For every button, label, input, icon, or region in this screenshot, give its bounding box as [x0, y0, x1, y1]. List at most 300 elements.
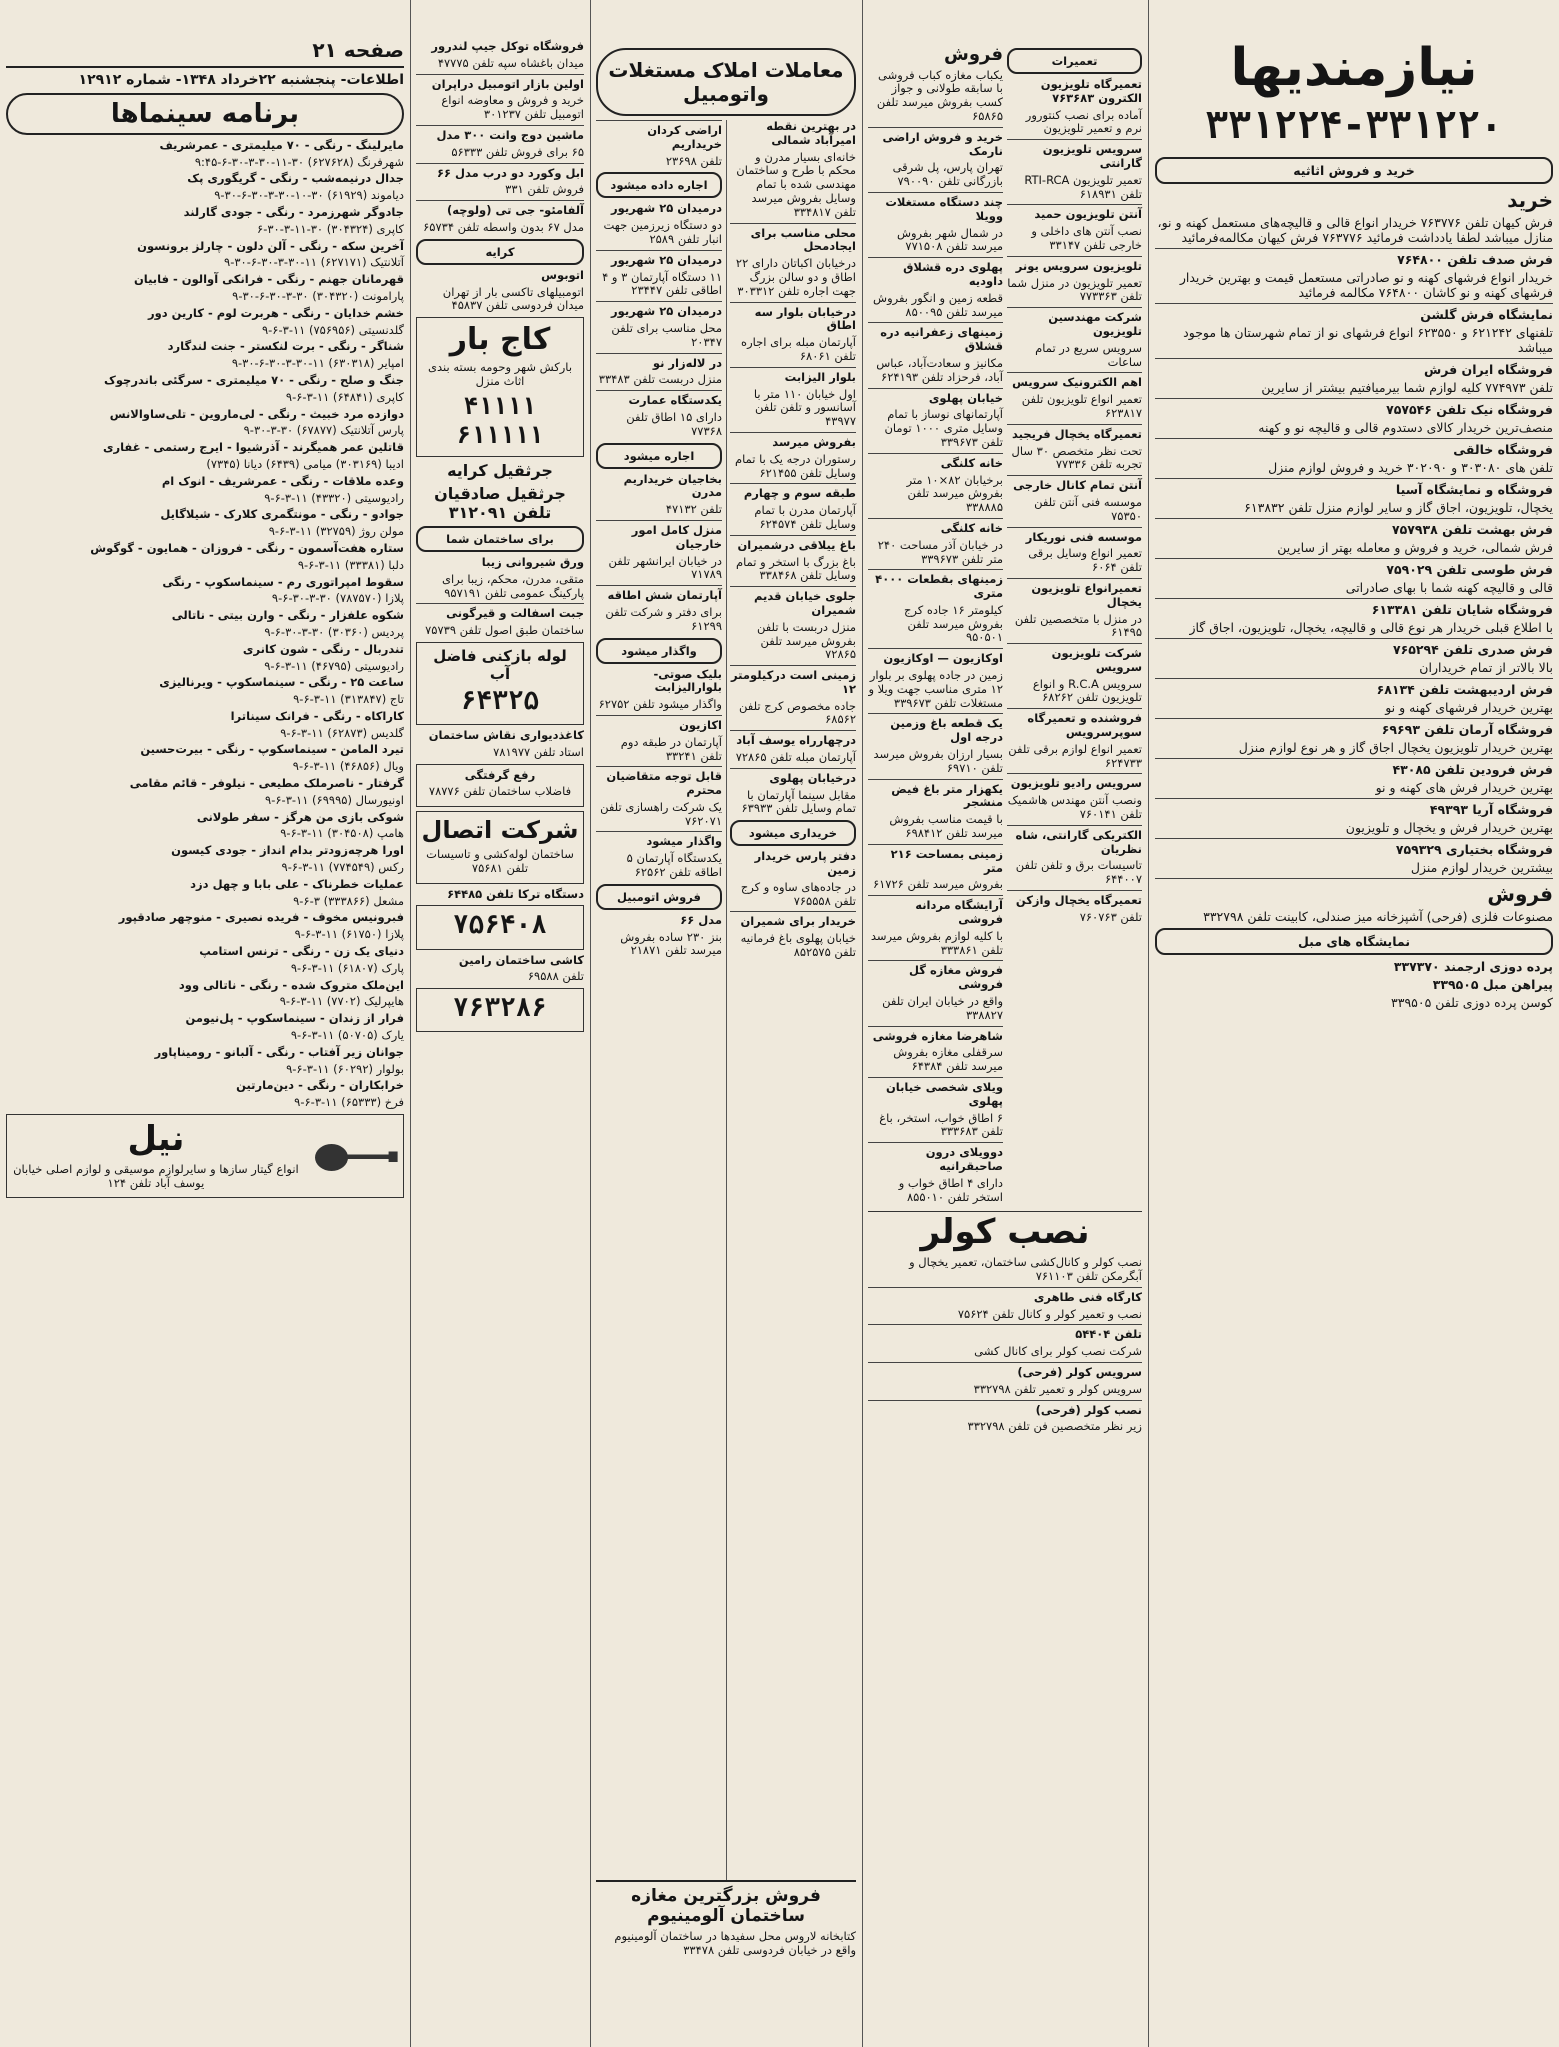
ad-body: مدل ۶۷ بدون واسطه تلفن ۶۵۷۳۴ — [423, 219, 584, 234]
movie-title: دنیای یک زن - رنگی - ترنس استامپ — [199, 944, 404, 959]
ad-body: جرثقیل صادقیان تلفن ۳۱۲۰۹۱ — [434, 483, 566, 522]
movie-cinemas: پلازا (۷۸۷۵۷۰) ۳۰-۳-۳۰-۶-۹ — [271, 591, 404, 606]
kaj-bar-title: کاج بار — [449, 322, 551, 358]
ad-body: بهترین خریدار فرش و یخچال و تلویزیون — [1345, 820, 1553, 836]
movie-cinemas: ویال (۴۶۸۵۶) ۱۱-۳-۶-۹ — [292, 759, 404, 774]
movie-cinemas: پارس آتلانتیک (۶۷۸۷۷) ۳۰-۳-۳۰-۹ — [243, 423, 404, 438]
ad-body: آپارتمان مبله برای اجاره تلفن ۶۸۰۶۱ — [741, 335, 856, 363]
aluminium-ad — [596, 1880, 856, 1957]
guitar-icon — [309, 1126, 399, 1186]
movie-title: شکوه علفزار - رنگی - وارن بیتی - ناتالی — [171, 608, 404, 623]
ad-head: جلوی خیابان قدیم شمیران — [753, 589, 856, 617]
ad-head: دستگاه ترکا تلفن ۶۴۴۸۵ — [447, 886, 584, 901]
ad-body: تلفن های ۳۰۳۰۸۰ و ۳۰۲۰۹۰ خرید و فروش لوازم منزل — [1268, 460, 1553, 476]
movie-cinemas: هایپرلیک (۷۷۰۲) ۱۱-۳-۶-۹ — [279, 994, 404, 1009]
aluminium-body: کتابخانه لاروس محل سفیدها در ساختمان آلومینیوم واقع در خیابان فردوسی تلفن ۳۳۴۷۸ — [614, 1928, 856, 1957]
movie-title: جدال درنیمه‌شب - رنگی - گریگوری پک — [187, 171, 404, 186]
ad-body: سرقفلی مغازه بفروش میرسد تلفن ۶۴۳۸۴ — [893, 1045, 1003, 1074]
ad-head: اولین بازار اتومبیل دراپران — [431, 76, 584, 91]
movie-title: جوانان زیر آفتاب - رنگی - آلبانو - رومیناپاور — [154, 1044, 404, 1059]
ad-body: آماده برای نصب کنتورور نرم و تعمیر تلویزیون — [1025, 107, 1142, 136]
ad-body: رستوران درجه یک با تمام وسایل تلفن ۶۲۱۴۵۵ — [734, 451, 856, 480]
ad-body: دارای ۱۵ اطاق تلفن ۷۷۳۶۸ — [626, 409, 722, 438]
movie-cinemas: یارک (۵۰۷۰۵) ۱۱-۳-۶-۹ — [290, 1028, 404, 1043]
ad-body: دو دستگاه زیرزمین جهت انبار تلفن ۲۵۸۹ — [603, 218, 722, 246]
movie-cinemas: کاپری (۳۰۴۳۲۴) ۳۰-۱۱-۳-۳۰-۶ — [257, 221, 404, 236]
ad-body: یک شرکت راهسازی تلفن ۷۶۲۰۷۱ — [600, 799, 722, 828]
ad-body: نصب کولر و کانال‌کشی ساختمان، تعمیر یخچال و آبگرمکن تلفن ۷۶۱۱۰۳ — [909, 1255, 1142, 1283]
movie-title: خشم خدایان - رنگی - هربرت لوم - کارین دور — [147, 305, 404, 320]
ad-body: خانه‌ای بسیار مدرن و محکم با طرح و ساختمان مهندسی شده با تمام وسایل بفروش میرسد تلفن ۳۳۴۸۱۷ — [736, 149, 856, 219]
ad-body: یکدستگاه آپارتمان ۵ اطاقه تلفن ۶۲۵۶۲ — [626, 851, 722, 880]
movie-title: جوادو - رنگی - مونتگمری کلارک - شیلاگایل — [160, 507, 404, 522]
ad-head: درخیابان پهلوی — [769, 770, 856, 785]
ad-body: منزل دربست تلفن ۳۳۴۸۳ — [598, 372, 722, 387]
ad-body: بالا بالاتر از تمام خریداران — [1419, 660, 1553, 676]
ad-body: محل مناسب برای تلفن ۲۰۳۴۷ — [611, 320, 722, 349]
ad-head: کاشی ساختمان رامین — [458, 952, 584, 967]
ad-body: فرش شمالی، خرید و فروش و معامله بهتر از سایرین — [1277, 540, 1553, 556]
movie-title: جنگ و صلح - رنگی - ۷۰ میلیمتری - سرگئی باندرچوک — [104, 372, 404, 387]
movie-title: تیرد المامن - سینماسکوپ - رنگی - بیرت‌حسین — [140, 742, 404, 757]
movie-cinemas: پردیس (۳۰۳۶۰) ۳۰-۳-۳۰-۶-۹ — [264, 624, 404, 639]
ad-head: بلیک صوتی- بلوارالیزابت — [653, 666, 722, 695]
movie-cinemas: رادیوسیتی (۴۶۷۹۵) ۱۱-۳-۶-۹ — [264, 658, 404, 673]
ad-body: متقی، مدرن، محکم، زیبا برای پارکینگ عمومی تلفن ۹۵۷۱۹۱ — [441, 571, 584, 600]
movie-title: شناگر - رنگی - برت لنکستر - جنت لندگارد — [167, 339, 404, 354]
ad-head: فروشگاه ایران فرش — [1424, 362, 1553, 378]
movie-title: فرار از زندان - سینماسکوپ - پل‌نیومن — [185, 1011, 404, 1026]
ad-body: فروش تلفن ۳۳۱ — [505, 182, 584, 197]
ad-body: اول خیابان ۱۱۰ متر با آسانسور و تلفن تلفن ۴۳۹۷۷ — [753, 386, 856, 429]
etesal-ad — [416, 811, 584, 883]
ad-head: فرش طوسی تلفن ۷۵۹۰۲۹ — [1386, 562, 1553, 578]
pipe-ad-title: لوله بازکنی فاضل آب — [433, 646, 567, 683]
ad-body: خریدار انواع فرشهای کهنه و نو صادراتی مستعمل قیمت و بهترین خریدار فرشهای کهنه و نو کاشان ۷۶۴۸۰۰ مکالمه فرمائید — [1179, 270, 1553, 301]
ad-body: زمین در جاده پهلوی بر بلوار ۱۲ متری مناسب جهت ویلا و مستغلات تلفن ۳۳۹۶۷۳ — [868, 668, 1003, 710]
neil-text — [11, 1119, 301, 1193]
movie-title: جادوگر شهرزمرد - رنگی - جودی گارلند — [183, 204, 404, 219]
ad-body: تحت نظر متخصص ۳۰ سال تجربه تلفن ۷۷۳۳۶ — [1011, 443, 1142, 472]
ad-head: نمایشگاه فرش گلشن — [1420, 307, 1553, 323]
movie-title: عملیات خطرناک - علی بابا و چهل دزد — [190, 876, 404, 891]
ad-body: نصب آنتن های داخلی و خارجی تلفن ۳۳۱۴۷ — [1031, 224, 1142, 252]
ad-head: خیابان پهلوی — [928, 390, 1003, 405]
movie-title: تندربال - رنگی - شون کانری — [242, 641, 404, 656]
ad-body: دارای ۴ اطاق خواب و استخر تلفن ۸۵۵۰۱۰ — [898, 1175, 1003, 1204]
movie-title: خرابکاران - رنگی - دین‌مارتین — [236, 1078, 404, 1093]
ad-body: برای دفتر و شرکت تلفن ۶۱۲۹۹ — [605, 604, 722, 633]
ad-head: جرثقیل کرایه — [447, 461, 553, 481]
ad-head: درخیابان بلوار سه اطاق — [754, 304, 856, 333]
kaj-bar-phone: ۴۱۱۱۱ ۶۱۱۱۱۱ — [456, 391, 544, 449]
ad-head: فروشنده و تعمیرگاه سوپرسرویس — [1027, 711, 1142, 740]
movie-title: ساعت ۲۵ - رنگی - سینماسکوپ - ویرنالیزی — [159, 675, 404, 690]
ad-head: آنتن تلویزیون حمید — [1034, 207, 1142, 222]
kaj-bar-ad — [416, 317, 584, 457]
ad-head: دوویلای درون صاحبقرانیه — [925, 1145, 1003, 1173]
classified-list — [1155, 188, 1553, 924]
ad-body: ۱۱ دستگاه آپارتمان ۳ و ۴ اطاقی تلفن ۲۳۴۴۷ — [602, 269, 722, 298]
pipe-ad — [416, 642, 584, 725]
ad-body: مقابل سینما آپارتمان با تمام وسایل تلفن ۶۳۹۳۳ — [741, 787, 856, 816]
section-label: برای ساختمان شما — [416, 526, 584, 552]
movie-cinemas: پارامونت (۳۰۴۳۲۰) ۳۰-۳-۳۰-۶-۳۰-۹ — [232, 288, 404, 303]
ad-body: تعمیر انواع لوازم برقی تلفن ۶۲۴۷۳۳ — [1008, 741, 1142, 770]
movie-cinemas: امپایر (۶۳۰۳۱۸) ۱۱-۳۰-۳-۳۰-۶-۳۰-۹ — [231, 356, 404, 371]
ad-head: درچهارراه یوسف آباد — [736, 733, 856, 748]
ad-body: ساختمان لوله‌کشی و تاسیسات تلفن ۷۵۶۸۱ — [426, 847, 574, 875]
ad-body: تعمیر تلویزیون در منزل شما تلفن ۷۷۳۳۶۳ — [1007, 275, 1142, 304]
pipe-ad-phone: ۶۴۳۲۵ — [460, 685, 540, 716]
ad-body: جاده مخصوص کرج تلفن ۶۸۵۶۲ — [739, 698, 856, 727]
ad-body: فرش کیهان تلفن ۷۶۳۷۷۶ خریدار انواع قالی و قالیچه‌های مستعمل کهنه و نو، منازل میباشد لطفا یادداشت فرمائید ۷۶۳۷۷۶ فرش کیهان مکالمه‌فرمائید — [1157, 215, 1553, 246]
ad-head: سرویس رادیو تلویزیون — [1010, 776, 1142, 791]
masthead — [6, 38, 404, 68]
ad-head: خانه کلنگی — [940, 520, 1003, 535]
ad-head: اراضی کردان خریداریم — [647, 123, 722, 151]
ad-head: سرویس کولر (فرحی) — [1017, 1364, 1142, 1379]
ad-head: اوکازیون — اوکازیون — [883, 651, 1003, 666]
ad-head: باغ ییلاقی درشمیران — [737, 537, 856, 552]
ad-head: در بهترین نقطه امیرآباد شمالی — [766, 119, 856, 147]
movie-cinemas: هامپ (۳۰۴۵۰۸) ۱۱-۳-۶-۹ — [280, 826, 404, 841]
ad-head: فروشگاه آرمان تلفن ۶۹۶۹۳ — [1381, 722, 1553, 738]
pipe-ad-phone: ۷۶۳۲۸۶ — [453, 993, 547, 1024]
ad-head: فروش — [943, 44, 1003, 65]
ad-body: زیر نظر متخصصین فن تلفن ۳۳۲۷۹۸ — [967, 1419, 1142, 1434]
etesal-title: شرکت اتصال — [421, 816, 579, 845]
cinema-title: برنامه سینماها — [6, 93, 404, 135]
aluminium-head: فروش بزرگترین مغازه ساختمان آلومینیوم — [631, 1886, 821, 1927]
ad-head: تلویزیون سرویس یونر — [1015, 258, 1142, 273]
ad-head: تلفن ۵۴۴۰۴ — [1075, 1327, 1142, 1342]
movie-title: کاراکاه - رنگی - فرانک سیناترا — [230, 708, 404, 723]
movie-title: آخرین سکه - رنگی - آلن دلون - چارلز برونسون — [137, 238, 404, 253]
movie-title: قهرمانان جهنم - رنگی - فرانکی آوالون - فابیان — [133, 272, 404, 287]
movie-cinemas: دلبا (۳۳۳۸۱) ۱۱-۳-۶-۹ — [297, 557, 404, 572]
ad-head: اتوبوس — [541, 267, 584, 282]
ad-head: فرش صدف تلفن ۷۶۴۸۰۰ — [1397, 252, 1553, 268]
ad-head: تعمیرانواع تلویزیون یخچال — [1031, 580, 1142, 609]
pipe-ad — [416, 905, 584, 949]
ad-head: الکتریکی گارانتی، شاه نظریان — [1015, 827, 1142, 856]
ad-body: درخیابان اکباتان دارای ۲۲ اطاق و دو سالن بزرگ جهت اجاره تلفن ۳۰۳۳۱۲ — [735, 256, 856, 298]
ad-body: بهترین خریدار فرش های کهنه و نو — [1375, 780, 1553, 796]
movie-title: این‌ملک متروک شده - رنگی - ناتالی وود — [178, 977, 404, 992]
ad-head: تعمیرگاه یخچال وازکن — [1015, 893, 1142, 908]
movie-title: سقوط امپراتوری رم - سینماسکوپ - رنگی — [162, 574, 404, 589]
classifieds-title: نیازمندیها — [1230, 38, 1478, 98]
movie-title: اورا هرچه‌زودتر بدام انداز - جودی کیسون — [171, 843, 404, 858]
ad-head: کارگاه فنی طاهری — [1033, 1289, 1142, 1304]
ad-head: زمینی است درکیلومتر ۱۲ — [731, 668, 856, 696]
ad-head: فروشگاه بختیاری ۷۵۹۳۲۹ — [1395, 842, 1553, 858]
movie-cinemas: گلدنسیتی (۷۵۶۹۵۶) ۱۱-۳-۶-۹ — [261, 322, 404, 337]
ad-head: فرش فرودین تلفن ۴۳۰۸۵ — [1392, 762, 1553, 778]
ad-body: بیشترین خریدار لوازم منزل — [1410, 860, 1553, 876]
ad-head: جبت اسفالت و قیرگونی — [446, 606, 584, 621]
movie-cinemas: تاج (۳۱۳۸۴۷) ۱۱-۳-۶-۹ — [293, 692, 404, 707]
movie-cinemas: رکس (۷۷۴۵۴۹) ۱۱-۳-۶-۹ — [281, 860, 404, 875]
ad-head: اکازیون — [679, 717, 722, 732]
movie-title: شوکی بازی من هرگز - سفر طولانی — [196, 809, 404, 824]
movie-cinemas: بولوار (۶۰۲۹۲) ۱۱-۳-۶-۹ — [286, 1061, 404, 1076]
ad-head: منزل کامل امور خارجیان — [631, 522, 722, 551]
ad-head: ماشین دوج وانت ۳۰۰ مدل — [436, 127, 584, 142]
movie-cinemas: دیاموند (۶۱۹۲۹) ۳۰-۱۰-۳۰-۳-۳۰-۶-۳۰-۹ — [214, 188, 404, 203]
ad-head: بخاجیان خریداریم مدرن — [623, 471, 722, 500]
movie-title: دوازده مرد خبیث - رنگی - لی‌ماروین - تلی‌ساوالانس — [109, 406, 404, 421]
section-label: خرید و فروش اثاثیه — [1155, 157, 1553, 184]
ad-body: در خیابان آذر مساحت ۲۴۰ متر تلفن ۳۳۹۶۷۳ — [877, 537, 1003, 566]
ad-body: تلفن ۷۶۰۷۶۳ — [1079, 909, 1142, 924]
ad-head: رفع گرفتگی — [464, 767, 536, 782]
movie-cinemas: آتلانتیک (۶۲۷۱۷۱) ۱۱-۳۰-۳-۳۰-۶-۳۰-۹ — [224, 255, 404, 270]
ad-body: منصف‌ترین خریدار کالای دستدوم قالی و قالیچه نو و کهنه — [1258, 420, 1553, 436]
ad-head: شاهرضا مغازه فروشی — [872, 1028, 1003, 1043]
ad-body: تلفن ۶۹۵۸۸ — [527, 969, 584, 984]
ad-body: تلفن ۴۷۱۳۲ — [665, 502, 722, 517]
ad-head: فروش مغازه گل فروشی — [909, 963, 1003, 992]
movie-cinemas: کاپری (۶۴۸۴۱) ۱۱-۳-۶-۹ — [285, 389, 404, 404]
ad-body: شرکت نصب کولر برای کانال کشی — [974, 1344, 1142, 1359]
ad-body: ۶ اطاق خواب، استخر، باغ تلفن ۳۳۳۶۸۳ — [879, 1110, 1003, 1139]
cinema-column — [0, 0, 410, 2047]
drain-ad — [416, 764, 584, 808]
ad-body: نصب و تعمیر کولر و کانال تلفن ۷۵۶۲۴ — [957, 1306, 1142, 1321]
ad-head: فروشگاه و نمایشگاه آسیا — [1395, 482, 1553, 498]
ad-head: محلی مناسب برای ایجادمحل — [750, 225, 856, 254]
section-label: واگذار میشود — [596, 638, 722, 664]
ad-head: آپارتمان شش اطاقه — [607, 588, 722, 603]
property-banner: معاملات املاک مستغلات واتومبیل — [596, 48, 856, 116]
section-label: اجاره میشود — [596, 443, 722, 469]
ad-body: یخچال، تلویزیون، اجاق گاز و سایر لوازم منزل تلفن ۶۱۳۸۳۲ — [1244, 500, 1553, 516]
ad-head: فروشگاه توکل جیپ لندرور — [431, 39, 584, 53]
section-label: فروش اتومبیل — [596, 884, 722, 910]
ad-head: واگذار میشود — [646, 834, 722, 849]
ad-body: میدان باغشاه سپه تلفن ۴۷۷۷۵ — [437, 55, 584, 70]
two-subcolumns — [868, 44, 1142, 1207]
ad-head: پهلوی دره قشلاق داوديه — [903, 260, 1003, 288]
ad-head: زمینهای بقطعات ۴۰۰۰ متری — [875, 572, 1003, 601]
ad-body: واگذار میشود تلفن ۶۲۷۵۲ — [598, 697, 722, 712]
ad-head: قابل توجه متقاضیان محترم — [606, 769, 722, 798]
ad-body: آپارتمان مبله تلفن ۷۲۸۶۵ — [735, 750, 856, 765]
ad-head: فرش صدری تلفن ۷۶۵۲۹۴ — [1392, 642, 1553, 658]
movie-title: مایرلینگ - رنگی - ۷۰ میلیمتری - عمرشریف — [159, 137, 404, 152]
movie-title: وعده ملاقات - رنگی - عمرشریف - انوک ام — [161, 473, 404, 488]
movie-title: ستاره هفت‌آسمون - رنگی - فروزان - همایون - گوگوش — [90, 540, 404, 555]
ad-body: مکانیز و سعادت‌آباد، عباس آباد، فرحزاد تلفن ۶۲۴۱۹۳ — [876, 355, 1003, 384]
ad-body: منزل دربست با تلفن بفروش میرسد تلفن ۷۲۸۶۵ — [756, 619, 856, 662]
ad-body: در شمال شهر بفروش میرسد تلفن ۷۷۱۵۰۸ — [896, 225, 1003, 254]
realestate-subcolumn — [868, 44, 1003, 1207]
ad-head: درمیدان ۲۵ شهریور — [610, 252, 722, 267]
ad-head: طبقه سوم و چهارم — [743, 486, 856, 501]
ad-body: مصنوعات فلزی (فرحی) آشپزخانه میز صندلی، کابینت تلفن ۳۳۲۷۹۸ — [1203, 909, 1553, 925]
ad-head: آلفامئو- جی تی (ولوچه) — [447, 203, 584, 218]
ad-body: بفروش میرسد تلفن ۶۱۷۲۶ — [872, 877, 1003, 892]
movie-title: گرفتار - ناصرملک مطیعی - نیلوفر - قائم مقامی — [129, 776, 404, 791]
ad-body: بهترین خریدار فرشهای کهنه و نو — [1385, 700, 1553, 716]
ad-head: ابل وکورد دو درب مدل ۶۶ — [436, 165, 584, 180]
ad-body: باغ بزرگ با استخر و تمام وسایل تلفن ۳۳۸۴۶۸ — [735, 554, 856, 583]
ad-head: سرویس تلویزیون گارانتی — [1042, 142, 1142, 170]
ad-body: تعمیر تلویزیون RTI-RCA تلفن ۶۱۸۹۳۱ — [1024, 172, 1142, 201]
kaj-bar-body: بارکش شهر وحومه بسته بندی اثاث منزل — [427, 360, 573, 388]
ad-head: فروشگاه نیک تلفن ۷۵۷۵۴۶ — [1386, 402, 1553, 418]
ad-body: استاد تلفن ۷۸۱۹۷۷ — [493, 744, 584, 759]
movie-cinemas: رادیوسیتی (۴۳۳۲۰) ۱۱-۳-۶-۹ — [264, 490, 404, 505]
ad-body: قطعه زمین و انگور بفروش میرسد تلفن ۸۵۰۰۹۵ — [873, 290, 1003, 319]
ad-head: خریدار برای شمیران — [740, 914, 856, 929]
ad-head: آنتن تمام کانال خارجی — [1013, 478, 1142, 493]
ad-body: موسسه فنی آنتن تلفن ۷۵۳۵۰ — [1034, 494, 1142, 523]
ad-head: تعمیرگاه یخچال فریجید — [1012, 426, 1142, 441]
ad-body: بسیار ارزان بفروش میرسد تلفن ۶۹۷۱۰ — [873, 747, 1003, 775]
ad-body: کیلومتر ۱۶ جاده کرج بفروش میرسد تلفن ۹۵۰۵۰۱ — [903, 602, 1003, 645]
ad-head: مدل ۶۶ — [680, 912, 722, 927]
pipe-ad — [416, 988, 584, 1032]
movie-cinemas: مولن روژ (۳۲۷۵۹) ۱۱-۳-۶-۹ — [268, 524, 404, 539]
ad-head: یک قطعه باغ وزمین درجه اول — [890, 716, 1003, 745]
movie-cinemas: فرخ (۶۵۳۳۳) ۱۱-۳-۶-۹ — [294, 1095, 404, 1110]
classifieds-phone: ۳۳۱۲۲۴-۳۳۱۲۲۰ — [1205, 103, 1503, 148]
movie-cinemas: ادیبا (۳۰۳۱۶۹) میامی (۶۴۳۹) دیانا (۷۳۴۵) — [206, 456, 404, 471]
property-list — [596, 120, 856, 1880]
ad-head: ورق شیروانی زیبا — [481, 554, 584, 569]
ad-body: تعمیر انواع تلویزیون تلفن ۶۲۳۸۱۷ — [1021, 392, 1142, 420]
cooler-head: نصب کولر — [920, 1212, 1090, 1253]
pipe-ad-phone: ۷۵۶۴۰۸ — [453, 910, 547, 941]
movie-title: فبرونیس مخوف - فریده نصیری - منوچهر صادقپور — [118, 910, 404, 925]
ad-body: با کلیه لوازم بفروش میرسد تلفن ۳۳۳۸۶۱ — [870, 928, 1003, 957]
furniture-item: پرده دوزی ارجمند ۳۳۷۳۷۰ — [1393, 959, 1553, 975]
classifieds-column — [1149, 0, 1559, 2047]
ad-body: آپارتمانهای نوساز با تمام وسایل متری ۱۰۰۰ تومان تلفن ۳۳۹۶۷۳ — [884, 407, 1003, 449]
ad-head: فروشگاه خالقی — [1453, 442, 1553, 458]
ad-body: در خیابان ایرانشهر تلفن ۷۱۷۸۹ — [608, 553, 722, 582]
ad-head: یکدستگاه عمارت — [628, 393, 722, 408]
ad-body: خرید و فروش و معاوضه انواع اتومبیل تلفن ۳۰۱۲۳۷ — [441, 93, 584, 122]
ad-head: در لاله‌زار نو — [652, 355, 722, 370]
neil-body: انواع گیتار سازها و سایرلوازم موسیقی و لوازم اصلی خیابان یوسف آباد تلفن ۱۲۴ — [13, 1161, 299, 1190]
ad-body: تلفن ۷۷۴۹۷۳ کلیه لوازم شما بیرمیافتیم بیشتر از سایرین — [1261, 380, 1553, 396]
ad-head: تعمیرگاه تلویزیون الکترون ۷۶۳۶۸۳ — [1040, 77, 1142, 105]
ad-body: ونصب آنتن مهندس هاشمیک تلفن ۷۶۰۱۴۱ — [1007, 793, 1142, 822]
movie-cinemas: شهرفرنگ (۶۲۷۶۲۸) ۳۰-۱۱-۳۰-۳-۳۰-۶-۹:۴۵ — [194, 154, 404, 169]
neil-title: نیل — [127, 1119, 185, 1160]
ad-head: خانه کلنگی — [940, 455, 1003, 470]
ad-head: زمینی بمساحت ۲۱۶ متر — [890, 846, 1003, 875]
realestate-repairs-column — [862, 0, 1148, 2047]
ad-head: ویلای شخصی خیابان پهلوی — [885, 1080, 1003, 1108]
property-auto-column — [590, 0, 862, 2047]
ad-body: سرویس کولر و تعمیر تلفن ۳۳۲۷۹۸ — [973, 1381, 1142, 1396]
section-label: کرایه — [416, 239, 584, 265]
ad-head: خرید و فروش اراضی نارمک — [882, 129, 1003, 158]
repairs-subcolumn — [1007, 44, 1142, 1207]
ad-body: با اطلاع قبلی خریدار هر نوع قالی و قالیچه، یخچال، تلویزیون، اجاق گاز — [1189, 620, 1553, 636]
ad-body: با قیمت مناسب بفروش میرسد تلفن ۶۹۸۴۱۲ — [889, 812, 1003, 841]
ad-head: درمیدان ۲۵ شهریور — [610, 304, 722, 319]
ad-body: بهترین خریدار تلویزیون یخچال اجاق گاز و هر نوع لوازم منزل — [1238, 740, 1553, 756]
ad-body: قالی و قالیچه کهنه شما با بهای صادراتی — [1345, 580, 1553, 596]
ad-head: زمینهای زعفرانیه دره قشلاق — [880, 325, 1003, 354]
ad-head: فرش بهشت تلفن ۷۵۷۹۳۸ — [1392, 522, 1553, 538]
section-label: اجاره داده میشود — [596, 172, 722, 198]
movie-cinemas: پارک (۶۱۸۰۷) ۱۱-۳-۶-۹ — [290, 960, 404, 975]
ad-head: یکهزار متر باغ فیض منشجر — [891, 781, 1003, 810]
ad-body: برخیابان ۸۲×۱۰ متر بفروش میرسد تلفن ۳۳۸۸۸۵ — [906, 472, 1003, 515]
ad-head: آرایشگاه مردانه فروشی — [915, 898, 1003, 927]
section-label: نمایشگاه های مبل — [1155, 928, 1553, 955]
issue-line: اطلاعات- پنجشنبه ۲۲خرداد ۱۳۴۸- شماره ۱۲۹۱۲ — [78, 72, 404, 88]
ad-body: سرویس سریع در تمام ساعات — [1035, 340, 1142, 369]
page-label: صفحه ۲۱ — [312, 38, 404, 62]
ad-body: اتومبیلهای تاکسی بار از تهران میدان فردوسی تلفن ۴۵۸۳۷ — [442, 284, 584, 313]
movie-cinemas: اونیورسال (۶۹۹۹۵) ۱۱-۳-۶-۹ — [265, 792, 404, 807]
ad-body: فاضلاب ساختمان تلفن ۷۸۷۷۶ — [428, 784, 572, 799]
movie-title: قاتلین عمر همیگرند - آذرشیوا - ایرج رستمی - غفاری — [102, 440, 404, 455]
ad-head: دفتر پارس خریدار زمین — [754, 849, 856, 878]
ad-body: در منزل با متخصصین تلفن ۶۱۴۹۵ — [1014, 611, 1142, 640]
ad-head: شرکت مهندسین تلویزیون — [1048, 310, 1142, 338]
auto-construction-column — [410, 0, 590, 2047]
furniture-item: کوسن پرده دوزی تلفن ۳۳۹۵۰۵ — [1391, 995, 1553, 1011]
ad-head: فروشگاه آریا ۴۹۳۹۳ — [1429, 802, 1553, 818]
ad-body: آپارتمان مدرن با تمام وسایل تلفن ۶۲۴۵۷۴ — [754, 503, 856, 531]
movie-list — [6, 139, 404, 1110]
ad-body: تلفنهای ۶۲۱۲۴۲ و ۶۲۳۵۵۰ انواع فرشهای نو از تمام شهرستان ها موجود میباشد — [1183, 325, 1553, 356]
ad-head: اهم الکترونیک سرویس — [1012, 375, 1142, 390]
ad-head: فرش اردیبهشت تلفن ۶۸۱۳۴ — [1376, 682, 1553, 698]
ad-body: ۶۵ برای فروش تلفن ۵۶۳۳۳ — [451, 144, 584, 159]
ad-body: تهران پارس، پل شرقی بازرگانی تلفن ۷۹۰۰۹۰ — [892, 160, 1003, 189]
ad-head: بفروش میرسد — [772, 434, 856, 449]
ad-body: یکباب مغازه کباب ‌فروشی با سابقه طولانی و جواز کسب بفروش میرسد تلفن ۶۵۸۶۵ — [876, 67, 1003, 123]
ad-body: تلفن ۲۳۶۹۸ — [665, 153, 722, 168]
ad-body: آپارتمان در طبقه دوم تلفن ۳۳۲۴۱ — [620, 734, 722, 763]
ad-head: کاغذدیواری نقاش ساختمان — [428, 728, 584, 743]
ad-head: خرید — [1507, 188, 1553, 213]
ad-head: نصب کولر (فرحی) — [1035, 1402, 1142, 1417]
ad-body: تعمیر انواع وسایل برقی تلفن ۶۰۶۴ — [1028, 546, 1142, 575]
movie-cinemas: پلازا (۶۱۷۵۰) ۱۱-۳-۶-۹ — [294, 927, 404, 942]
ad-head: فروش — [1487, 882, 1553, 907]
section-label: خریداری میشود — [730, 820, 856, 846]
ad-body: بنز ۲۳۰ ساده بفروش میرسد تلفن ۲۱۸۷۱ — [620, 929, 722, 958]
ad-head: چند دستگاه مستغلات وویلا — [885, 194, 1003, 223]
ad-body: واقع در خیابان ایران تلفن ۳۳۸۸۲۷ — [882, 994, 1003, 1022]
ad-body: خیابان پهلوی باغ فرمانیه تلفن ۸۵۲۵۷۵ — [740, 931, 856, 960]
ad-head: فروشگاه شایان تلفن ۶۱۳۳۸۱ — [1371, 602, 1553, 618]
section-label: تعمیرات — [1007, 48, 1142, 74]
ad-body: تاسیسات برق و تلفن تلفن ۶۴۴۰۰۷ — [1015, 858, 1142, 887]
ad-head: شرکت تلویزیون سرویس — [1051, 646, 1142, 674]
movie-cinemas: گلدیس (۶۲۸۷۳) ۱۱-۳-۶-۹ — [280, 725, 404, 740]
furniture-item: پیراهن مبل ۳۳۹۵۰۵ — [1432, 977, 1553, 993]
ad-head: درمیدان ۲۵ شهریور — [610, 201, 722, 216]
cooler-section — [868, 1211, 1142, 1434]
ad-body: سرویس R.C.A و انواع تلویزیون تلفن ۶۸۲۶۲ — [1032, 676, 1142, 705]
ad-head: بلوار الیزابت — [784, 369, 856, 384]
neil-ad — [6, 1114, 404, 1198]
ad-body: ساختمان طبق اصول تلفن ۷۵۷۳۹ — [425, 623, 584, 638]
movie-cinemas: مشعل (۳۳۳۸۶۶) ۳-۶-۹ — [293, 893, 404, 908]
